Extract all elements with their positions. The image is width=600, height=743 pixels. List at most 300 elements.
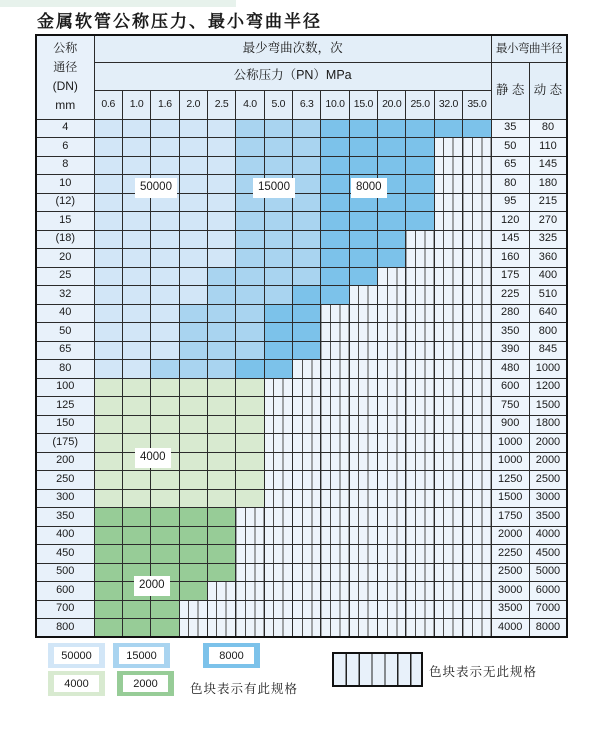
grid-cell-15.0-nospec [349, 378, 377, 397]
grid-cell-5.0-zone-b [264, 286, 292, 305]
grid-cell-1.0-zone-e [122, 508, 150, 527]
grid-cell-20.0-nospec [378, 452, 406, 471]
static-value-cell: 2000 [491, 526, 529, 545]
grid-cell-1.6-zone-d [151, 415, 179, 434]
grid-cell-32.0-nospec [434, 193, 462, 212]
grid-cell-10.0-nospec [321, 323, 349, 342]
grid-cell-2.5-nospec [207, 582, 235, 601]
dynamic-value-cell: 145 [529, 156, 567, 175]
grid-cell-1.6-zone-e [151, 600, 179, 619]
table-row-dn-8 [36, 156, 567, 175]
dn-label-cell: 10 [36, 175, 94, 194]
grid-cell-6.3-zone-b [293, 156, 321, 175]
grid-cell-2.0-zone-b [179, 360, 207, 379]
dynamic-value-cell: 4500 [529, 545, 567, 564]
grid-cell-15.0-zone-c [349, 138, 377, 157]
dn-label-cell: 80 [36, 360, 94, 379]
grid-cell-6.3-nospec [293, 415, 321, 434]
static-value-cell: 35 [491, 119, 529, 138]
grid-cell-1.0-zone-a [122, 267, 150, 286]
grid-cell-0.6-zone-a [94, 193, 122, 212]
dn-label-cell: 150 [36, 415, 94, 434]
grid-cell-15.0-nospec [349, 582, 377, 601]
grid-cell-0.6-zone-d [94, 489, 122, 508]
grid-cell-5.0-zone-c [264, 323, 292, 342]
legend-swatch-15000 [113, 643, 170, 668]
grid-cell-35.0-nospec [463, 249, 492, 268]
grid-cell-2.5-zone-a [207, 138, 235, 157]
dn-label-cell: 4 [36, 119, 94, 138]
bend-cycles-header: 最少弯曲次数，次 [94, 35, 491, 62]
page-top-strip [0, 0, 236, 7]
grid-cell-15.0-nospec [349, 434, 377, 453]
grid-cell-32.0-nospec [434, 397, 462, 416]
grid-cell-25.0-nospec [406, 508, 434, 527]
grid-cell-10.0-nospec [321, 452, 349, 471]
dn-label-cell: 400 [36, 526, 94, 545]
legend-swatch-label: 50000 [54, 647, 99, 664]
dn-label-cell: 125 [36, 397, 94, 416]
legend-swatch-8000 [203, 643, 260, 668]
grid-cell-10.0-nospec [321, 397, 349, 416]
grid-cell-10.0-nospec [321, 619, 349, 638]
grid-cell-6.3-zone-b [293, 193, 321, 212]
grid-cell-1.0-zone-d [122, 471, 150, 490]
pressure-col-6.3: 6.3 [293, 90, 321, 119]
grid-cell-0.6-zone-d [94, 434, 122, 453]
grid-cell-15.0-nospec [349, 471, 377, 490]
page-title: 金属软管公称压力、最小弯曲半径 [37, 12, 322, 31]
grid-cell-0.6-zone-e [94, 545, 122, 564]
grid-cell-6.3-nospec [293, 489, 321, 508]
static-value-cell: 350 [491, 323, 529, 342]
grid-cell-25.0-nospec [406, 434, 434, 453]
grid-cell-10.0-nospec [321, 545, 349, 564]
grid-cell-25.0-nospec [406, 286, 434, 305]
grid-cell-5.0-nospec [264, 600, 292, 619]
grid-cell-0.6-zone-e [94, 526, 122, 545]
grid-cell-6.3-nospec [293, 434, 321, 453]
grid-cell-15.0-nospec [349, 360, 377, 379]
grid-cell-35.0-nospec [463, 582, 492, 601]
static-header: 静 态 [491, 62, 529, 119]
grid-cell-10.0-nospec [321, 489, 349, 508]
grid-cell-35.0-nospec [463, 452, 492, 471]
grid-cell-2.0-zone-a [179, 212, 207, 231]
grid-cell-0.6-zone-d [94, 397, 122, 416]
static-value-cell: 160 [491, 249, 529, 268]
grid-cell-35.0-nospec [463, 378, 492, 397]
pressure-col-1.0: 1.0 [122, 90, 150, 119]
grid-cell-0.6-zone-a [94, 230, 122, 249]
grid-cell-1.6-zone-d [151, 471, 179, 490]
grid-cell-1.0-zone-e [122, 619, 150, 638]
grid-cell-2.5-zone-d [207, 397, 235, 416]
table-row-dn-600 [36, 582, 567, 601]
grid-cell-2.0-zone-a [179, 193, 207, 212]
grid-cell-20.0-zone-c [378, 138, 406, 157]
grid-cell-4.0-nospec [236, 619, 264, 638]
grid-cell-2.5-zone-b [207, 323, 235, 342]
grid-cell-5.0-zone-b [264, 138, 292, 157]
grid-cell-10.0-nospec [321, 341, 349, 360]
cycle-count-label-8000: 8000 [351, 178, 387, 198]
grid-cell-1.0-zone-e [122, 545, 150, 564]
grid-cell-2.5-zone-e [207, 508, 235, 527]
grid-cell-2.5-nospec [207, 600, 235, 619]
grid-cell-35.0-zone-c [463, 119, 492, 138]
grid-cell-1.6-zone-e [151, 619, 179, 638]
grid-cell-2.0-zone-a [179, 286, 207, 305]
grid-cell-2.0-zone-d [179, 397, 207, 416]
grid-cell-2.5-zone-d [207, 471, 235, 490]
grid-cell-25.0-nospec [406, 267, 434, 286]
grid-cell-4.0-nospec [236, 563, 264, 582]
table-row-dn-25 [36, 267, 567, 286]
grid-cell-10.0-zone-c [321, 175, 349, 194]
grid-cell-35.0-nospec [463, 267, 492, 286]
grid-cell-0.6-zone-a [94, 212, 122, 231]
grid-cell-15.0-zone-c [349, 267, 377, 286]
grid-cell-2.5-zone-a [207, 175, 235, 194]
grid-cell-1.6-zone-d [151, 397, 179, 416]
grid-cell-6.3-zone-c [293, 341, 321, 360]
dn-label-cell: 40 [36, 304, 94, 323]
grid-cell-15.0-nospec [349, 397, 377, 416]
dn-label-cell: (175) [36, 434, 94, 453]
grid-cell-2.5-zone-b [207, 341, 235, 360]
grid-cell-32.0-nospec [434, 582, 462, 601]
legend-no-spec-text: 色块表示无此规格 [429, 665, 538, 679]
table-row-dn-400 [36, 526, 567, 545]
grid-cell-2.0-zone-e [179, 508, 207, 527]
grid-cell-25.0-nospec [406, 230, 434, 249]
grid-cell-0.6-zone-e [94, 582, 122, 601]
grid-cell-2.0-zone-b [179, 323, 207, 342]
grid-cell-4.0-nospec [236, 545, 264, 564]
grid-cell-4.0-zone-b [236, 230, 264, 249]
dn-label-cell: 100 [36, 378, 94, 397]
grid-cell-5.0-nospec [264, 452, 292, 471]
table-row-dn-4 [36, 119, 567, 138]
grid-cell-2.0-zone-d [179, 415, 207, 434]
grid-cell-1.6-zone-a [151, 267, 179, 286]
grid-cell-32.0-nospec [434, 452, 462, 471]
grid-cell-6.3-zone-c [293, 286, 321, 305]
grid-cell-25.0-nospec [406, 397, 434, 416]
dn-label-cell: 350 [36, 508, 94, 527]
grid-cell-10.0-nospec [321, 600, 349, 619]
grid-cell-2.0-zone-b [179, 341, 207, 360]
grid-cell-4.0-zone-b [236, 304, 264, 323]
grid-cell-2.0-zone-d [179, 489, 207, 508]
grid-cell-6.3-nospec [293, 582, 321, 601]
grid-cell-20.0-nospec [378, 286, 406, 305]
grid-cell-20.0-nospec [378, 304, 406, 323]
pressure-col-35.0: 35.0 [463, 90, 492, 119]
grid-cell-32.0-nospec [434, 230, 462, 249]
grid-cell-20.0-nospec [378, 526, 406, 545]
grid-cell-0.6-zone-d [94, 471, 122, 490]
grid-cell-20.0-nospec [378, 267, 406, 286]
grid-cell-4.0-zone-b [236, 156, 264, 175]
grid-cell-32.0-nospec [434, 138, 462, 157]
grid-cell-2.5-zone-a [207, 119, 235, 138]
dn-label-cell: 15 [36, 212, 94, 231]
grid-cell-15.0-nospec [349, 304, 377, 323]
grid-cell-10.0-zone-c [321, 267, 349, 286]
grid-cell-1.6-zone-d [151, 378, 179, 397]
grid-cell-20.0-zone-c [378, 249, 406, 268]
corner-header-dn: 公称 通径 (DN) mm [36, 35, 94, 119]
grid-cell-25.0-nospec [406, 378, 434, 397]
grid-cell-2.5-zone-d [207, 489, 235, 508]
grid-cell-1.6-zone-d [151, 489, 179, 508]
grid-cell-10.0-nospec [321, 563, 349, 582]
dn-label-cell: 65 [36, 341, 94, 360]
grid-cell-15.0-nospec [349, 600, 377, 619]
grid-cell-4.0-zone-d [236, 471, 264, 490]
grid-cell-20.0-nospec [378, 341, 406, 360]
grid-cell-25.0-nospec [406, 600, 434, 619]
grid-cell-35.0-nospec [463, 304, 492, 323]
grid-cell-2.5-zone-a [207, 249, 235, 268]
grid-cell-25.0-nospec [406, 323, 434, 342]
static-value-cell: 1000 [491, 434, 529, 453]
grid-cell-32.0-nospec [434, 249, 462, 268]
grid-cell-32.0-nospec [434, 489, 462, 508]
grid-cell-35.0-nospec [463, 341, 492, 360]
pressure-col-15.0: 15.0 [349, 90, 377, 119]
grid-cell-20.0-nospec [378, 582, 406, 601]
grid-cell-15.0-nospec [349, 563, 377, 582]
static-value-cell: 95 [491, 193, 529, 212]
dynamic-value-cell: 2000 [529, 434, 567, 453]
grid-cell-4.0-zone-b [236, 249, 264, 268]
grid-cell-35.0-nospec [463, 600, 492, 619]
grid-cell-2.5-zone-d [207, 378, 235, 397]
grid-cell-20.0-nospec [378, 508, 406, 527]
grid-cell-32.0-nospec [434, 434, 462, 453]
grid-cell-0.6-zone-d [94, 378, 122, 397]
grid-cell-6.3-zone-c [293, 304, 321, 323]
grid-cell-15.0-nospec [349, 508, 377, 527]
dynamic-value-cell: 1500 [529, 397, 567, 416]
grid-cell-5.0-nospec [264, 415, 292, 434]
grid-cell-32.0-nospec [434, 415, 462, 434]
grid-cell-4.0-nospec [236, 508, 264, 527]
dn-label-cell: 50 [36, 323, 94, 342]
dynamic-value-cell: 640 [529, 304, 567, 323]
grid-cell-5.0-nospec [264, 582, 292, 601]
grid-cell-1.0-zone-a [122, 119, 150, 138]
static-value-cell: 50 [491, 138, 529, 157]
grid-cell-20.0-nospec [378, 600, 406, 619]
grid-cell-4.0-zone-b [236, 212, 264, 231]
grid-cell-1.6-zone-a [151, 156, 179, 175]
grid-cell-5.0-zone-b [264, 267, 292, 286]
grid-cell-0.6-zone-a [94, 267, 122, 286]
static-value-cell: 175 [491, 267, 529, 286]
table-row-dn-20 [36, 249, 567, 268]
grid-cell-32.0-nospec [434, 212, 462, 231]
table-row-dn-6 [36, 138, 567, 157]
grid-cell-2.0-zone-b [179, 304, 207, 323]
table-row-dn-175 [36, 434, 567, 453]
grid-cell-20.0-nospec [378, 471, 406, 490]
grid-cell-25.0-zone-c [406, 175, 434, 194]
static-value-cell: 65 [491, 156, 529, 175]
grid-cell-10.0-zone-c [321, 119, 349, 138]
grid-cell-4.0-zone-d [236, 489, 264, 508]
static-value-cell: 900 [491, 415, 529, 434]
grid-cell-10.0-zone-c [321, 193, 349, 212]
grid-cell-6.3-zone-b [293, 249, 321, 268]
grid-cell-15.0-nospec [349, 452, 377, 471]
cycle-count-label-4000: 4000 [135, 448, 171, 468]
grid-cell-10.0-nospec [321, 415, 349, 434]
static-value-cell: 2250 [491, 545, 529, 564]
grid-cell-25.0-zone-c [406, 212, 434, 231]
dynamic-value-cell: 2500 [529, 471, 567, 490]
grid-cell-35.0-nospec [463, 230, 492, 249]
grid-cell-4.0-zone-d [236, 378, 264, 397]
grid-cell-6.3-zone-b [293, 119, 321, 138]
grid-cell-4.0-zone-b [236, 341, 264, 360]
table-row-dn-250 [36, 471, 567, 490]
grid-cell-6.3-nospec [293, 545, 321, 564]
grid-cell-20.0-zone-c [378, 119, 406, 138]
grid-cell-0.6-zone-a [94, 156, 122, 175]
pressure-col-0.6: 0.6 [94, 90, 122, 119]
grid-cell-25.0-zone-c [406, 138, 434, 157]
grid-cell-2.0-nospec [179, 600, 207, 619]
dynamic-value-cell: 3500 [529, 508, 567, 527]
grid-cell-10.0-nospec [321, 304, 349, 323]
grid-cell-20.0-nospec [378, 489, 406, 508]
grid-cell-5.0-nospec [264, 619, 292, 638]
dynamic-value-cell: 800 [529, 323, 567, 342]
grid-cell-35.0-nospec [463, 434, 492, 453]
grid-cell-0.6-zone-a [94, 323, 122, 342]
cycle-count-label-50000: 50000 [135, 178, 177, 198]
static-value-cell: 390 [491, 341, 529, 360]
grid-cell-1.6-zone-a [151, 323, 179, 342]
grid-cell-10.0-zone-c [321, 286, 349, 305]
cycle-count-label-15000: 15000 [253, 178, 295, 198]
grid-cell-25.0-nospec [406, 341, 434, 360]
grid-cell-1.0-zone-a [122, 304, 150, 323]
table-row-dn-200 [36, 452, 567, 471]
dn-label-cell: 800 [36, 619, 94, 638]
grid-cell-0.6-zone-e [94, 600, 122, 619]
grid-cell-1.6-zone-a [151, 119, 179, 138]
grid-cell-32.0-nospec [434, 600, 462, 619]
grid-cell-5.0-nospec [264, 508, 292, 527]
grid-cell-1.6-zone-a [151, 138, 179, 157]
grid-cell-2.5-zone-d [207, 434, 235, 453]
dynamic-value-cell: 215 [529, 193, 567, 212]
grid-cell-20.0-nospec [378, 323, 406, 342]
static-value-cell: 750 [491, 397, 529, 416]
grid-cell-35.0-nospec [463, 360, 492, 379]
grid-cell-35.0-nospec [463, 545, 492, 564]
grid-cell-0.6-zone-e [94, 619, 122, 638]
grid-cell-2.5-zone-a [207, 193, 235, 212]
dn-label-cell: (18) [36, 230, 94, 249]
table-row-dn-80 [36, 360, 567, 379]
table-row-dn-100 [36, 378, 567, 397]
grid-cell-20.0-nospec [378, 434, 406, 453]
grid-cell-2.0-zone-e [179, 563, 207, 582]
grid-cell-5.0-nospec [264, 397, 292, 416]
grid-cell-25.0-nospec [406, 471, 434, 490]
grid-cell-4.0-zone-b [236, 267, 264, 286]
grid-cell-6.3-zone-b [293, 138, 321, 157]
grid-cell-2.5-zone-a [207, 230, 235, 249]
grid-cell-32.0-nospec [434, 175, 462, 194]
grid-cell-15.0-zone-c [349, 249, 377, 268]
spec-table [35, 34, 568, 638]
grid-cell-4.0-zone-d [236, 434, 264, 453]
grid-cell-15.0-zone-c [349, 156, 377, 175]
grid-cell-1.0-zone-a [122, 212, 150, 231]
grid-cell-32.0-nospec [434, 323, 462, 342]
grid-cell-25.0-nospec [406, 489, 434, 508]
table-row-dn-700 [36, 600, 567, 619]
grid-cell-32.0-nospec [434, 508, 462, 527]
grid-cell-2.5-zone-a [207, 156, 235, 175]
static-value-cell: 3500 [491, 600, 529, 619]
grid-cell-25.0-nospec [406, 545, 434, 564]
grid-cell-35.0-nospec [463, 175, 492, 194]
static-value-cell: 1750 [491, 508, 529, 527]
grid-cell-6.3-zone-b [293, 175, 321, 194]
dynamic-header: 动 态 [529, 62, 567, 119]
grid-cell-2.0-zone-a [179, 156, 207, 175]
table-row-dn-32 [36, 286, 567, 305]
grid-cell-0.6-zone-a [94, 249, 122, 268]
dynamic-value-cell: 7000 [529, 600, 567, 619]
grid-cell-35.0-nospec [463, 138, 492, 157]
dynamic-value-cell: 360 [529, 249, 567, 268]
grid-cell-4.0-zone-c [236, 360, 264, 379]
static-value-cell: 145 [491, 230, 529, 249]
grid-cell-1.6-zone-e [151, 545, 179, 564]
grid-cell-1.0-zone-a [122, 156, 150, 175]
grid-cell-1.6-zone-a [151, 230, 179, 249]
grid-cell-35.0-nospec [463, 508, 492, 527]
grid-cell-1.0-zone-a [122, 286, 150, 305]
grid-cell-10.0-nospec [321, 378, 349, 397]
grid-cell-10.0-zone-c [321, 249, 349, 268]
dn-label-cell: 300 [36, 489, 94, 508]
pressure-col-1.6: 1.6 [151, 90, 179, 119]
grid-cell-1.0-zone-a [122, 249, 150, 268]
grid-cell-10.0-nospec [321, 508, 349, 527]
grid-cell-1.6-zone-e [151, 526, 179, 545]
grid-cell-6.3-zone-b [293, 230, 321, 249]
grid-cell-25.0-nospec [406, 582, 434, 601]
grid-cell-6.3-nospec [293, 471, 321, 490]
grid-cell-2.5-zone-e [207, 545, 235, 564]
grid-cell-5.0-zone-b [264, 156, 292, 175]
grid-cell-6.3-nospec [293, 526, 321, 545]
grid-cell-2.5-zone-b [207, 304, 235, 323]
grid-cell-1.6-zone-a [151, 304, 179, 323]
grid-cell-25.0-nospec [406, 619, 434, 638]
legend-swatch-4000 [48, 671, 105, 696]
